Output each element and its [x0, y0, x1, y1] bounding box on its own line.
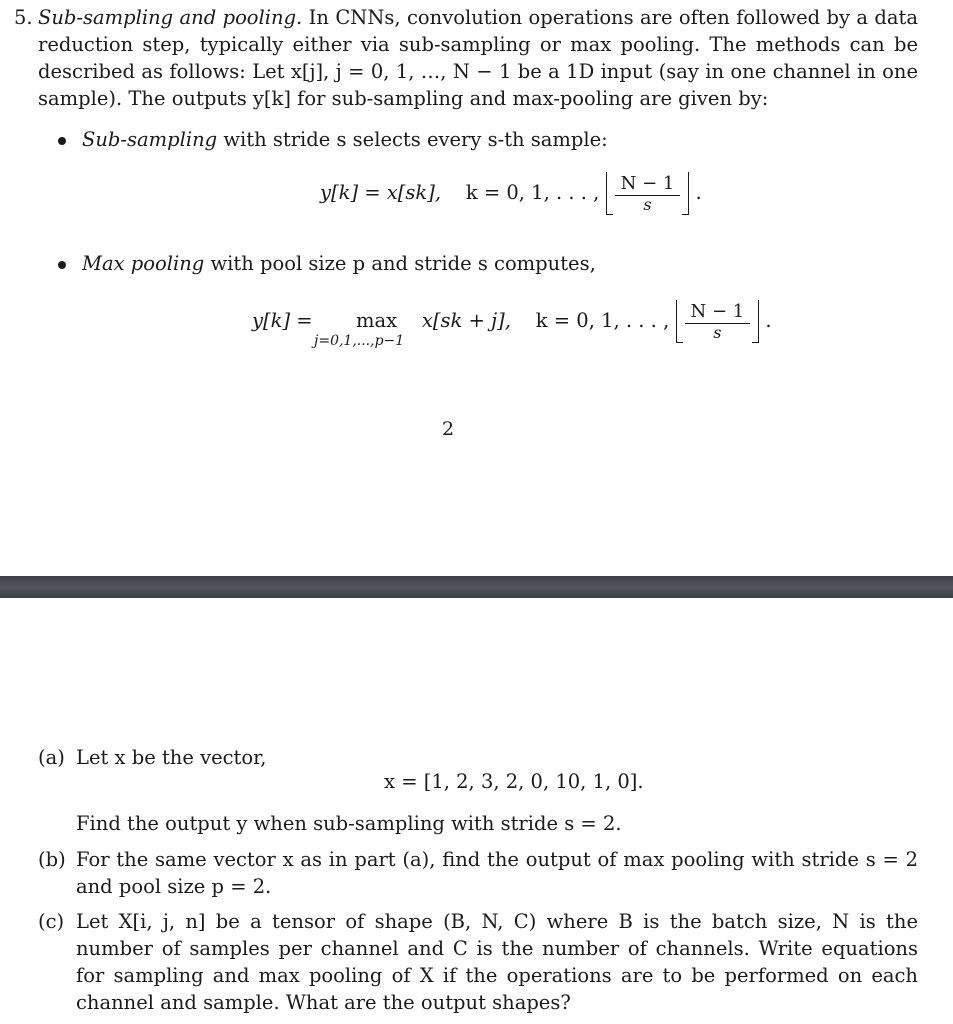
equation-subsampling: y[k] = x[sk], k = 0, 1, . . . , $\frac{N - 1}{s}$ .: [320, 173, 702, 214]
problem-title: Sub-sampling and pooling.: [38, 6, 303, 29]
part-a-text: Let x be the vector,: [76, 746, 267, 769]
eq-max-subscript: j=0,1,...,p−1: [314, 333, 405, 349]
bullet-text: with pool size p and stride s computes,: [210, 252, 596, 275]
eq-range: k = 0, 1, . . . ,: [535, 309, 670, 332]
part-b-text: For the same vector x as in part (a), find the output of max pooling with stride s = 2 and pool size p = 2.: [76, 848, 918, 898]
equation-maxpool: y[k] = max x[sk + j], k = 0, 1, . . . , $\frac{N - 1}{s}$ .: [252, 301, 772, 342]
page-bottom: [0, 598, 953, 1024]
bullet-dot: [58, 261, 66, 269]
floor-fraction: $\frac{N - 1}{s}$: [685, 301, 751, 342]
part-a-vector: x = [1, 2, 3, 2, 0, 10, 1, 0].: [384, 770, 644, 793]
bullet-subsampling: [58, 128, 608, 151]
bullet-lead: Sub-sampling: [82, 128, 218, 151]
part-c-label: (c): [38, 910, 65, 933]
eq-lhs: y[k] =: [252, 309, 313, 332]
bullet-dot: [58, 137, 66, 145]
eq-range: k = 0, 1, . . . ,: [465, 181, 600, 204]
floor-fraction: $\frac{N - 1}{s}$: [615, 173, 681, 214]
page-number: 2: [442, 418, 455, 440]
eq-max-operator: max: [355, 309, 398, 332]
eq-rhs: x[sk + j],: [421, 309, 511, 332]
part-a-label: (a): [38, 746, 65, 769]
problem-intro: [38, 4, 918, 112]
bullet-text: with stride s selects every s-th sample:: [223, 128, 608, 151]
problem-number: 5.: [14, 6, 33, 29]
bullet-maxpool: [58, 252, 596, 275]
problem-intro-text: In CNNs, convolution operations are often followed by a data reduction step, typically either via sub-sampling or max pooling. The methods can be described as follows: Let x[j], j = 0, 1, …, N − 1 be a 1D input (say in one channel in one sample). The outputs y[k] for sub-sampling and max-pooling are given by:: [38, 6, 918, 110]
part-a-question: Find the output y when sub-sampling with stride s = 2.: [76, 812, 622, 835]
part-b-label: (b): [38, 848, 66, 871]
bullet-lead: Max pooling: [82, 252, 205, 275]
eq-lhs: y[k] = x[sk],: [320, 181, 442, 204]
part-c-text: Let X[i, j, n] be a tensor of shape (B, N, C) where B is the batch size, N is the number of samples per channel and C is the number of channels. Write equations for sampling and max pooling of X if the operations are to be performed on each channel and sample. What are the output shapes?: [76, 910, 918, 1014]
page-divider: [0, 576, 953, 598]
